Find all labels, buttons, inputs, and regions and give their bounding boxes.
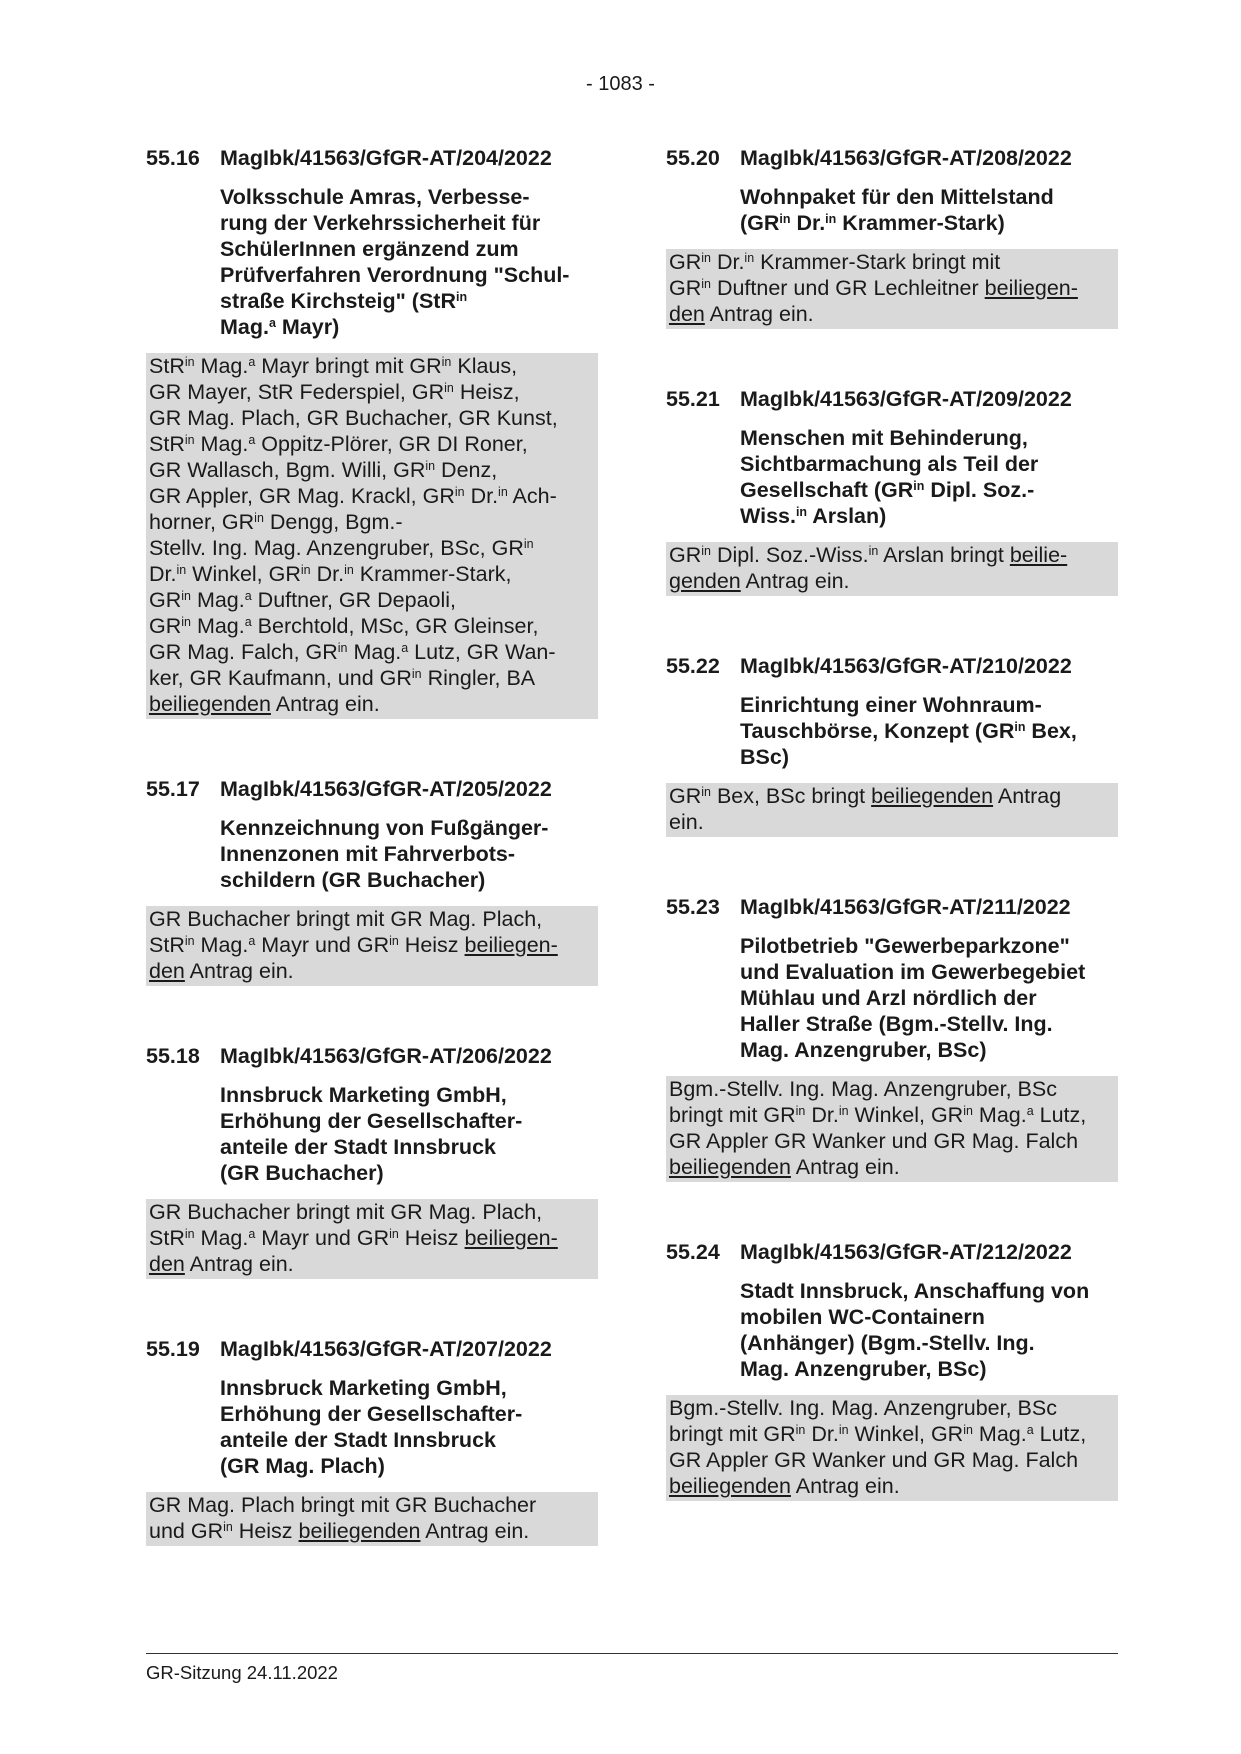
title-line: Innsbruck Marketing GmbH, bbox=[220, 1376, 507, 1400]
underlined-text: beiliegen- bbox=[464, 1226, 558, 1250]
agenda-item-heading bbox=[146, 145, 598, 171]
motion-line: und $GR^{in}$ Heisz beiliegenden Antrag ein. bbox=[149, 1519, 530, 1543]
agenda-item-number: 55.17 bbox=[146, 777, 200, 801]
agenda-item-heading bbox=[666, 1239, 1118, 1265]
agenda-item-heading bbox=[146, 776, 598, 802]
title-line: Sichtbarmachung als Teil der bbox=[740, 452, 1039, 476]
title-line: Volksschule Amras, Verbesse- bbox=[220, 185, 530, 209]
motion-line: ker, GR Kaufmann, und $GR^{in}$ Ringler, BA bbox=[149, 666, 536, 690]
motion-line: $GR^{in}$ Duftner und GR Lechleitner beiliegen- bbox=[669, 276, 1078, 300]
title-line: Menschen mit Behinderung, bbox=[740, 426, 1028, 450]
motion-line: GR Mag. Falch, $GR^{in}$ Mag.$^a$ Lutz, GR Wan- bbox=[149, 640, 556, 664]
motion-line: den Antrag ein. bbox=[149, 1252, 294, 1276]
title-line: schildern (GR Buchacher) bbox=[220, 868, 486, 892]
agenda-item-heading bbox=[666, 894, 1118, 920]
motion-line: bringt mit $GR^{in}$ Dr.$^{in}$ Winkel, $GR^{in}$ Mag.$^a$ Lutz, bbox=[669, 1422, 1087, 1446]
agenda-item-reference: MagIbk/41563/GfGR-AT/211/2022 bbox=[740, 895, 1071, 919]
motion-line: Dr.$^{in}$ Winkel, $GR^{in}$ Dr.$^{in}$ Krammer-Stark, bbox=[149, 562, 512, 586]
title-line: Pilotbetrieb "Gewerbeparkzone" bbox=[740, 934, 1070, 958]
title-line: mobilen WC-Containern bbox=[740, 1305, 985, 1329]
underlined-text: beiliegenden bbox=[149, 692, 271, 716]
title-line: (GR Buchacher) bbox=[220, 1161, 384, 1185]
underlined-text: den bbox=[669, 302, 705, 326]
underlined-text: den bbox=[149, 1252, 185, 1276]
motion-line: beiliegenden Antrag ein. bbox=[149, 692, 380, 716]
motion-line: GR Buchacher bringt mit GR Mag. Plach, bbox=[149, 907, 543, 931]
agenda-item-title bbox=[740, 933, 1118, 1063]
agenda-item-title bbox=[220, 184, 598, 340]
motion-line: GR Appler GR Wanker und GR Mag. Falch bbox=[669, 1129, 1079, 1153]
motion-line: horner, $GR^{in}$ Dengg, Bgm.- bbox=[149, 510, 403, 534]
agenda-item-heading bbox=[146, 1043, 598, 1069]
title-line: BSc) bbox=[740, 745, 789, 769]
agenda-item bbox=[146, 145, 598, 719]
agenda-item-heading bbox=[146, 1336, 598, 1362]
agenda-item-reference: MagIbk/41563/GfGR-AT/207/2022 bbox=[220, 1337, 552, 1361]
agenda-item bbox=[146, 1043, 598, 1279]
agenda-item-title bbox=[740, 425, 1118, 529]
title-line: ($GR^{in}$ Dr.$^{in}$ Krammer-Stark) bbox=[740, 211, 1005, 235]
title-line: (GR Mag. Plach) bbox=[220, 1454, 385, 1478]
agenda-item-heading bbox=[666, 145, 1118, 171]
title-line: SchülerInnen ergänzend zum bbox=[220, 237, 519, 261]
agenda-item bbox=[146, 776, 598, 986]
agenda-item-title bbox=[740, 1278, 1118, 1382]
motion-line: $GR^{in}$ Mag.$^a$ Duftner, GR Depaoli, bbox=[149, 588, 457, 612]
motion-line: Bgm.-Stellv. Ing. Mag. Anzengruber, BSc bbox=[669, 1077, 1057, 1101]
title-line: Gesellschaft ($GR^{in}$ Dipl. Soz.- bbox=[740, 478, 1035, 502]
agenda-item-reference: MagIbk/41563/GfGR-AT/212/2022 bbox=[740, 1240, 1072, 1264]
agenda-item bbox=[666, 386, 1118, 596]
agenda-item-motion-text bbox=[146, 906, 598, 986]
agenda-item bbox=[666, 145, 1118, 329]
motion-line: beiliegenden Antrag ein. bbox=[669, 1155, 900, 1179]
motion-line: GR Wallasch, Bgm. Willi, $GR^{in}$ Denz, bbox=[149, 458, 498, 482]
title-line: Mag.$^a$ Mayr) bbox=[220, 315, 340, 339]
title-line: rung der Verkehrssicherheit für bbox=[220, 211, 541, 235]
agenda-item-motion-text bbox=[666, 249, 1118, 329]
footer-session-date: GR-Sitzung 24.11.2022 bbox=[146, 1662, 338, 1683]
title-line: Prüfverfahren Verordnung "Schul- bbox=[220, 263, 570, 287]
motion-line: bringt mit $GR^{in}$ Dr.$^{in}$ Winkel, $GR^{in}$ Mag.$^a$ Lutz, bbox=[669, 1103, 1087, 1127]
title-line: straße Kirchsteig" (StR$^{in}$ bbox=[220, 289, 468, 313]
agenda-item-reference: MagIbk/41563/GfGR-AT/204/2022 bbox=[220, 146, 552, 170]
motion-line: $GR^{in}$ Dr.$^{in}$ Krammer-Stark bringt mit bbox=[669, 250, 1001, 274]
title-line: Einrichtung einer Wohnraum- bbox=[740, 693, 1042, 717]
motion-line: StR$^{in}$ Mag.$^a$ Mayr und $GR^{in}$ Heisz beiliegen- bbox=[149, 1226, 558, 1250]
underlined-text: beilie- bbox=[1009, 543, 1068, 567]
agenda-item-motion-text bbox=[666, 1076, 1118, 1182]
agenda-item-title bbox=[220, 1082, 598, 1186]
title-line: Tauschbörse, Konzept ($GR^{in}$ Bex, bbox=[740, 719, 1077, 743]
title-line: und Evaluation im Gewerbegebiet bbox=[740, 960, 1086, 984]
agenda-item-motion-text bbox=[666, 1395, 1118, 1501]
agenda-item-reference: MagIbk/41563/GfGR-AT/210/2022 bbox=[740, 654, 1072, 678]
title-line: Erhöhung der Gesellschafter- bbox=[220, 1402, 523, 1426]
agenda-item-motion-text bbox=[146, 1199, 598, 1279]
agenda-item-heading bbox=[666, 653, 1118, 679]
underlined-text: beiliegen- bbox=[984, 276, 1078, 300]
agenda-item bbox=[666, 1239, 1118, 1501]
title-line: Mag. Anzengruber, BSc) bbox=[740, 1038, 987, 1062]
agenda-item-number: 55.23 bbox=[666, 895, 720, 919]
motion-line: den Antrag ein. bbox=[669, 302, 814, 326]
agenda-item-number: 55.21 bbox=[666, 387, 720, 411]
agenda-item-reference: MagIbk/41563/GfGR-AT/206/2022 bbox=[220, 1044, 552, 1068]
footer-divider bbox=[146, 1653, 1118, 1654]
agenda-item-number: 55.22 bbox=[666, 654, 720, 678]
title-line: Innsbruck Marketing GmbH, bbox=[220, 1083, 507, 1107]
motion-line: GR Buchacher bringt mit GR Mag. Plach, bbox=[149, 1200, 543, 1224]
motion-line: $GR^{in}$ Bex, BSc bringt beiliegenden Antrag bbox=[669, 784, 1062, 808]
title-line: Stadt Innsbruck, Anschaffung von bbox=[740, 1279, 1090, 1303]
agenda-item-reference: MagIbk/41563/GfGR-AT/209/2022 bbox=[740, 387, 1072, 411]
title-line: Mag. Anzengruber, BSc) bbox=[740, 1357, 987, 1381]
agenda-item-number: 55.16 bbox=[146, 146, 200, 170]
agenda-item-motion-text bbox=[666, 542, 1118, 596]
agenda-item bbox=[666, 653, 1118, 837]
underlined-text: genden bbox=[669, 569, 741, 593]
title-line: Innenzonen mit Fahrverbots- bbox=[220, 842, 516, 866]
left-column bbox=[146, 145, 598, 1603]
motion-line: genden Antrag ein. bbox=[669, 569, 850, 593]
agenda-item bbox=[146, 1336, 598, 1546]
motion-line: GR Mag. Plach bringt mit GR Buchacher bbox=[149, 1493, 537, 1517]
agenda-item-motion-text bbox=[666, 783, 1118, 837]
motion-line: beiliegenden Antrag ein. bbox=[669, 1474, 900, 1498]
motion-line: den Antrag ein. bbox=[149, 959, 294, 983]
underlined-text: beiliegenden bbox=[669, 1474, 791, 1498]
motion-line: StR$^{in}$ Mag.$^a$ Mayr bringt mit $GR^{in}$ Klaus, bbox=[149, 354, 518, 378]
agenda-item-motion-text bbox=[146, 1492, 598, 1546]
motion-line: GR Mag. Plach, GR Buchacher, GR Kunst, bbox=[149, 406, 558, 430]
motion-line: ein. bbox=[669, 810, 704, 834]
agenda-item bbox=[666, 894, 1118, 1182]
title-line: Haller Straße (Bgm.-Stellv. Ing. bbox=[740, 1012, 1053, 1036]
page-number: - 1083 - bbox=[586, 73, 655, 95]
agenda-item-reference: MagIbk/41563/GfGR-AT/208/2022 bbox=[740, 146, 1072, 170]
title-line: Erhöhung der Gesellschafter- bbox=[220, 1109, 523, 1133]
agenda-item-title bbox=[740, 184, 1118, 236]
motion-line: GR Mayer, StR Federspiel, $GR^{in}$ Heisz, bbox=[149, 380, 520, 404]
agenda-item-reference: MagIbk/41563/GfGR-AT/205/2022 bbox=[220, 777, 552, 801]
motion-line: Stellv. Ing. Mag. Anzengruber, BSc, $GR^{in}$ bbox=[149, 536, 534, 560]
underlined-text: beiliegenden bbox=[871, 784, 994, 808]
agenda-item-heading bbox=[666, 386, 1118, 412]
underlined-text: beiliegenden bbox=[298, 1519, 421, 1543]
motion-line: Bgm.-Stellv. Ing. Mag. Anzengruber, BSc bbox=[669, 1396, 1057, 1420]
title-line: (Anhänger) (Bgm.-Stellv. Ing. bbox=[740, 1331, 1035, 1355]
agenda-item-title bbox=[220, 815, 598, 893]
underlined-text: den bbox=[149, 959, 185, 983]
title-line: anteile der Stadt Innsbruck bbox=[220, 1135, 496, 1159]
right-column bbox=[666, 145, 1118, 1558]
title-line: Wohnpaket für den Mittelstand bbox=[740, 185, 1054, 209]
underlined-text: beiliegen- bbox=[464, 933, 558, 957]
motion-line: StR$^{in}$ Mag.$^a$ Oppitz-Plörer, GR DI Roner, bbox=[149, 432, 528, 456]
agenda-item-title bbox=[740, 692, 1118, 770]
title-line: Mühlau und Arzl nördlich der bbox=[740, 986, 1037, 1010]
motion-line: $GR^{in}$ Dipl. Soz.-Wiss.$^{in}$ Arslan bringt beilie- bbox=[669, 543, 1068, 567]
motion-line: StR$^{in}$ Mag.$^a$ Mayr und $GR^{in}$ Heisz beiliegen- bbox=[149, 933, 558, 957]
agenda-item-title bbox=[220, 1375, 598, 1479]
title-line: Kennzeichnung von Fußgänger- bbox=[220, 816, 549, 840]
title-line: Wiss.$^{in}$ Arslan) bbox=[740, 504, 887, 528]
agenda-item-motion-text bbox=[146, 353, 598, 719]
agenda-item-number: 55.24 bbox=[666, 1240, 720, 1264]
agenda-item-number: 55.20 bbox=[666, 146, 720, 170]
agenda-item-number: 55.18 bbox=[146, 1044, 200, 1068]
underlined-text: beiliegenden bbox=[669, 1155, 791, 1179]
title-line: anteile der Stadt Innsbruck bbox=[220, 1428, 496, 1452]
motion-line: $GR^{in}$ Mag.$^a$ Berchtold, MSc, GR Gleinser, bbox=[149, 614, 539, 638]
motion-line: GR Appler, GR Mag. Krackl, $GR^{in}$ Dr.$^{in}$ Ach- bbox=[149, 484, 557, 508]
motion-line: GR Appler GR Wanker und GR Mag. Falch bbox=[669, 1448, 1079, 1472]
agenda-item-number: 55.19 bbox=[146, 1337, 200, 1361]
